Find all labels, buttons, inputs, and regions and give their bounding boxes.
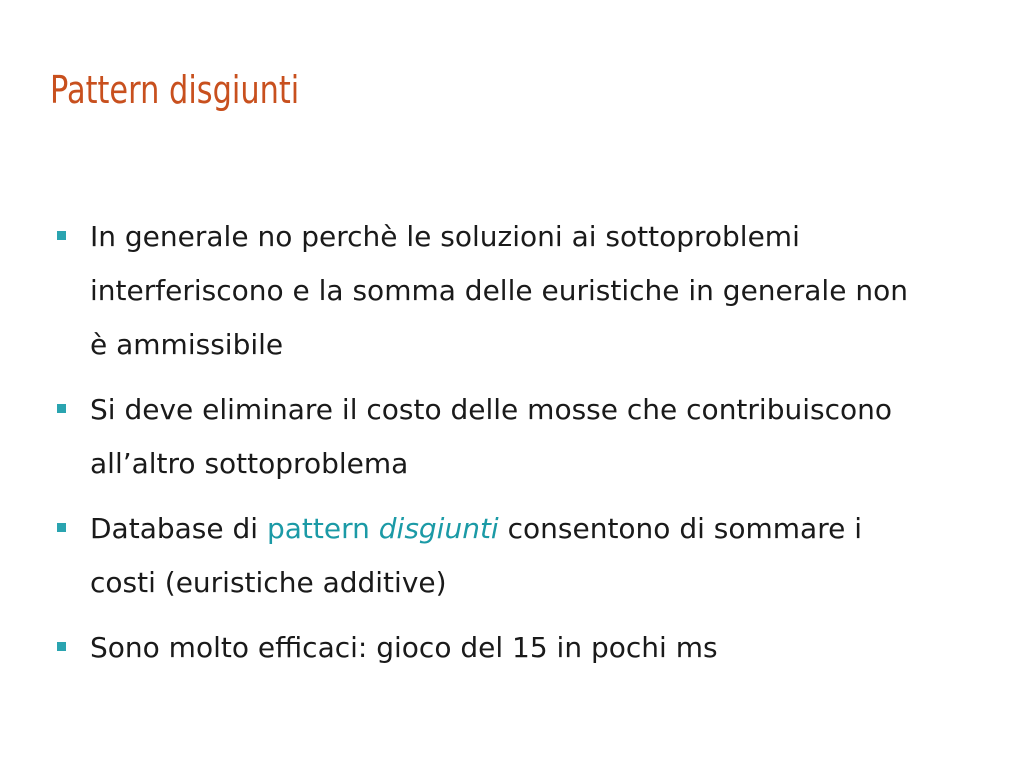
slide-title: Pattern disgiunti — [50, 68, 300, 112]
square-bullet-icon — [57, 231, 66, 240]
highlighted-term-space — [370, 512, 379, 545]
bullet-text: Si deve eliminare il costo delle mosse che contribuiscono all’altro sottoproblema — [90, 393, 892, 480]
bullet-text-before: Database di — [90, 512, 267, 545]
square-bullet-icon — [57, 404, 66, 413]
square-bullet-icon — [57, 523, 66, 532]
square-bullet-icon — [57, 642, 66, 651]
highlighted-term: pattern — [266, 512, 370, 545]
highlighted-term-italic: disgiunti — [378, 512, 499, 545]
bullet-text — [90, 502, 920, 610]
bullet-list — [52, 210, 952, 686]
bullet-text: In generale no perchè le soluzioni ai sottoproblemi interferiscono e la somma delle euristiche in generale non è ammissibile — [90, 220, 908, 361]
bullet-item — [52, 383, 952, 491]
bullet-text: Sono molto efficaci: gioco del 15 in pochi ms — [90, 631, 718, 664]
bullet-text-after: consentono di sommare i costi (euristiche additive) — [90, 512, 863, 599]
bullet-item — [52, 621, 952, 675]
bullet-item — [52, 502, 952, 610]
bullet-item — [52, 210, 952, 372]
